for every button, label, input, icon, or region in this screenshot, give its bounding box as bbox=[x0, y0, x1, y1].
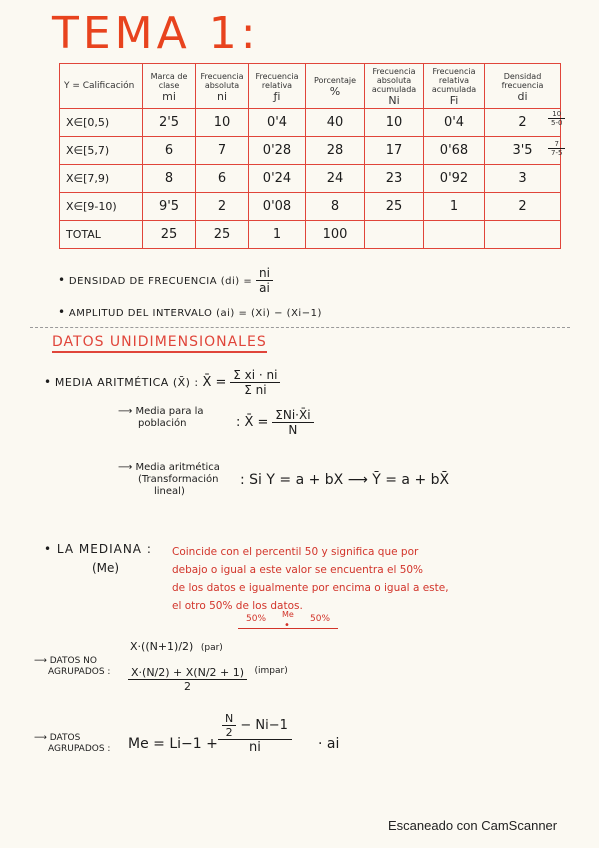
table-cell: 10 bbox=[196, 109, 249, 137]
mediana-line: Coincide con el percentil 50 y significa que por bbox=[172, 546, 419, 558]
table-row bbox=[60, 109, 561, 137]
header-frec-abs-acum: Frecuencia absoluta acumulada Ni bbox=[365, 64, 424, 109]
table-cell: 0'4 bbox=[249, 109, 306, 137]
table-cell: X∈[7,9) bbox=[60, 165, 143, 193]
mediana-line: de los datos e igualmente por encima o igual a este, bbox=[172, 582, 449, 594]
side-note-2: $\frac{7}{7-5}$ bbox=[548, 140, 565, 157]
bullet-icon: • bbox=[44, 375, 52, 389]
table-cell: 10 bbox=[365, 109, 424, 137]
table-cell: 7 bbox=[196, 137, 249, 165]
diagram-mid-label: Me bbox=[282, 610, 294, 619]
density-formula: • DENSIDAD DE FRECUENCIA (di) = $\frac{ni}{ai}$ bbox=[58, 266, 273, 295]
header-calificacion: Y = Calificación bbox=[60, 64, 143, 109]
table-cell: 0'68 bbox=[424, 137, 485, 165]
table-cell: 0'24 bbox=[249, 165, 306, 193]
agrupados-label: ⟶ DATOS AGRUPADOS : bbox=[34, 733, 111, 754]
table-cell: 25 bbox=[365, 193, 424, 221]
frequency-table bbox=[59, 63, 561, 249]
media-poblacion-label: ⟶ Media para la población bbox=[118, 406, 204, 429]
table-cell: 0'92 bbox=[424, 165, 485, 193]
table-row bbox=[60, 137, 561, 165]
table-cell: 9'5 bbox=[143, 193, 196, 221]
table-cell: 3 bbox=[485, 165, 561, 193]
table-cell: 0'4 bbox=[424, 109, 485, 137]
arrow-icon: ⟶ bbox=[118, 462, 133, 473]
header-marca-clase: Marca de clase mi bbox=[143, 64, 196, 109]
table-cell: X∈[5,7) bbox=[60, 137, 143, 165]
header-frec-relativa: Frecuencia relativa ƒi bbox=[249, 64, 306, 109]
amplitude-formula: • AMPLITUD DEL INTERVALO (ai) = (Xi) − (Xi−1) bbox=[58, 305, 322, 319]
page-title: TEMA 1: bbox=[52, 8, 260, 59]
arrow-icon: ⟶ bbox=[118, 406, 133, 417]
scanner-watermark: Escaneado con CamScanner bbox=[388, 818, 558, 833]
table-cell: 0'08 bbox=[249, 193, 306, 221]
table-cell bbox=[424, 221, 485, 249]
table-total-row bbox=[60, 221, 561, 249]
agrupados-tail: · ai bbox=[318, 736, 340, 752]
side-note-1: $\frac{10}{5-0}$ bbox=[548, 110, 565, 127]
table-cell: X∈[0,5) bbox=[60, 109, 143, 137]
bullet-icon: • bbox=[44, 542, 53, 556]
diagram-right-label: 50% bbox=[310, 614, 331, 624]
header-frec-absoluta: Frecuencia absoluta ni bbox=[196, 64, 249, 109]
table-cell: X∈[9-10) bbox=[60, 193, 143, 221]
mediana-line: el otro 50% de los datos. bbox=[172, 600, 303, 612]
table-cell: 0'28 bbox=[249, 137, 306, 165]
agrupados-fraction: $\frac{N}{2}$ − Ni−1 ni bbox=[218, 712, 292, 755]
table-cell: 25 bbox=[196, 221, 249, 249]
media-aritmetica: • MEDIA ARITMÉTICA (X̄) : X̄ = $\frac{\text{Σ xi · ni}}{\text{Σ ni}}$ bbox=[44, 368, 280, 397]
table-cell: 6 bbox=[196, 165, 249, 193]
mediana-line: debajo o igual a este valor se encuentra el 50% bbox=[172, 564, 424, 576]
arrow-icon: ⟶ bbox=[34, 656, 47, 666]
divider bbox=[30, 327, 570, 328]
table-cell bbox=[365, 221, 424, 249]
table-cell: 24 bbox=[306, 165, 365, 193]
table-cell: 25 bbox=[143, 221, 196, 249]
header-densidad: Densidad frecuencia di bbox=[485, 64, 561, 109]
bullet-icon: • bbox=[58, 273, 66, 287]
table-cell: 8 bbox=[306, 193, 365, 221]
mediana-label: • LA MEDIANA : bbox=[44, 542, 152, 556]
table-row bbox=[60, 165, 561, 193]
section-title: DATOS UNIDIMENSIONALES bbox=[52, 334, 267, 353]
mediana-abbr: (Me) bbox=[92, 561, 120, 575]
header-frec-rel-acum: Frecuencia relativa acumulada Fi bbox=[424, 64, 485, 109]
diagram-marker-icon: • bbox=[284, 620, 290, 631]
agrupados-lhs: Me = Li−1 + bbox=[128, 736, 218, 752]
table-cell: 6 bbox=[143, 137, 196, 165]
impar-formula: $\frac{X\cdot(N/2) + X(N/2 + 1)}{2}$ $^{(impar)}$ bbox=[128, 666, 288, 693]
par-formula: X·((N+1)/2) (par) bbox=[130, 640, 223, 653]
table-cell: 2 bbox=[196, 193, 249, 221]
diagram-left-label: 50% bbox=[246, 614, 267, 624]
table-cell: TOTAL bbox=[60, 221, 143, 249]
table-cell: 2 bbox=[485, 109, 561, 137]
no-agrupados-label: ⟶ DATOS NO AGRUPADOS : bbox=[34, 656, 111, 677]
bullet-icon: • bbox=[58, 305, 66, 319]
table-cell: 17 bbox=[365, 137, 424, 165]
table-cell: 28 bbox=[306, 137, 365, 165]
table-cell: 23 bbox=[365, 165, 424, 193]
mediana-description bbox=[172, 543, 449, 615]
table-cell bbox=[485, 221, 561, 249]
table-cell: 1 bbox=[424, 193, 485, 221]
arrow-icon: ⟶ bbox=[34, 733, 47, 743]
transformacion-formula: : Si Y = a + bX ⟶ Ȳ = a + bX̄ bbox=[240, 472, 450, 488]
table-cell: 3'5 bbox=[485, 137, 561, 165]
table-cell: 40 bbox=[306, 109, 365, 137]
transformacion-label: ⟶ Media aritmética (Transformación lineal) bbox=[118, 462, 220, 497]
table-cell: 2'5 bbox=[143, 109, 196, 137]
table-cell: 100 bbox=[306, 221, 365, 249]
header-porcentaje: Porcentaje % bbox=[306, 64, 365, 109]
table-cell: 1 bbox=[249, 221, 306, 249]
table-header-row bbox=[60, 64, 561, 109]
table-cell: 2 bbox=[485, 193, 561, 221]
table-row bbox=[60, 193, 561, 221]
table-cell: 8 bbox=[143, 165, 196, 193]
media-poblacion-formula: : X̄ = $\frac{\text{ΣNi·X̄i}}{N}$ bbox=[236, 408, 314, 437]
